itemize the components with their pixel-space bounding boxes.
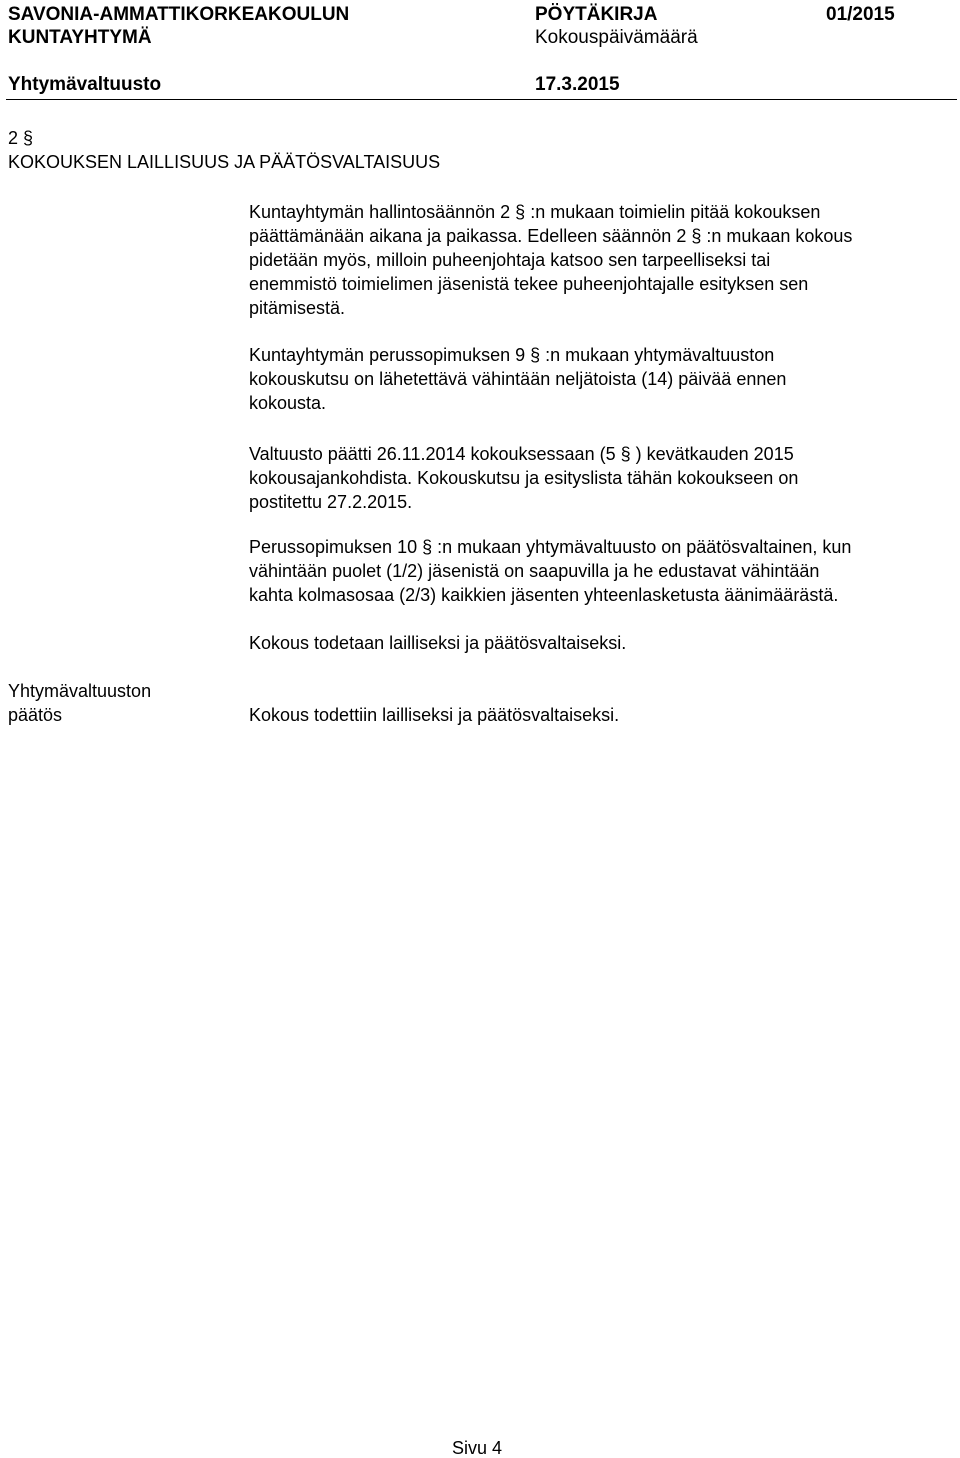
paragraph-line: kokousajankohdista. Kokouskutsu ja esityslista tähän kokoukseen on: [249, 468, 799, 488]
meeting-date: 17.3.2015: [535, 74, 620, 95]
paragraph-line: kahta kolmasosaa (2/3) kaikkien jäsenten yhteenlasketusta äänimäärästä.: [249, 585, 839, 605]
paragraph-meeting-schedule: [249, 442, 939, 514]
paragraph-quorum-rules: [249, 535, 939, 607]
paragraph-line: Valtuusto päätti 26.11.2014 kokouksessaan (5 § ) kevätkauden 2015: [249, 444, 794, 464]
paragraph-line: postitettu 27.2.2015.: [249, 492, 413, 512]
page-number: Sivu 4: [452, 1438, 503, 1458]
paragraph-proposal: [249, 631, 939, 655]
organization-name-line1: SAVONIA-AMMATTIKORKEAKOULUN: [8, 4, 350, 25]
section-number: 2 §: [8, 128, 34, 148]
decision-label-line2: päätös: [8, 705, 63, 725]
section-title: KOKOUKSEN LAILLISUUS JA PÄÄTÖSVALTAISUUS: [8, 152, 441, 172]
decision-label: [8, 679, 151, 727]
decision-text: Kokous todettiin lailliseksi ja päätösvaltaiseksi.: [249, 705, 620, 725]
paragraph-line: pitämisestä.: [249, 298, 346, 318]
paragraph-line: enemmistö toimielimen jäsenistä tekee puheenjohtajalle esityksen sen: [249, 274, 809, 294]
paragraph-line: päättämänään aikana ja paikassa. Edelleen säännön 2 § :n mukaan kokous: [249, 226, 853, 246]
paragraph-line: kokouskutsu on lähetettävä vähintään neljätoista (14) päivää ennen: [249, 369, 787, 389]
organization-name-line2: KUNTAYHTYMÄ: [8, 27, 152, 48]
paragraph-line: Kuntayhtymän hallintosäännön 2 § :n mukaan toimielin pitää kokouksen: [249, 202, 821, 222]
paragraph-line: Kokous todetaan lailliseksi ja päätösvaltaiseksi.: [249, 633, 627, 653]
header-divider: [6, 99, 957, 100]
paragraph-line: kokousta.: [249, 393, 327, 413]
paragraph-line: Perussopimuksen 10 § :n mukaan yhtymävaltuusto on päätösvaltainen, kun: [249, 537, 852, 557]
paragraph-line: pidetään myös, milloin puheenjohtaja katsoo sen tarpeelliseksi tai: [249, 250, 771, 270]
paragraph-line: Kuntayhtymän perussopimuksen 9 § :n mukaan yhtymävaltuuston: [249, 345, 775, 365]
governing-body-name: Yhtymävaltuusto: [8, 74, 162, 95]
paragraph-meeting-invitation: [249, 343, 939, 415]
paragraph-line: vähintään puolet (1/2) jäsenistä on saapuvilla ja he edustavat vähintään: [249, 561, 820, 581]
decision-label-line1: Yhtymävaltuuston: [8, 681, 152, 701]
meeting-date-label: Kokouspäivämäärä: [535, 27, 698, 48]
document-number: 01/2015: [826, 4, 895, 25]
document-type: PÖYTÄKIRJA: [535, 4, 658, 25]
paragraph-administrative-rules: [249, 200, 939, 320]
